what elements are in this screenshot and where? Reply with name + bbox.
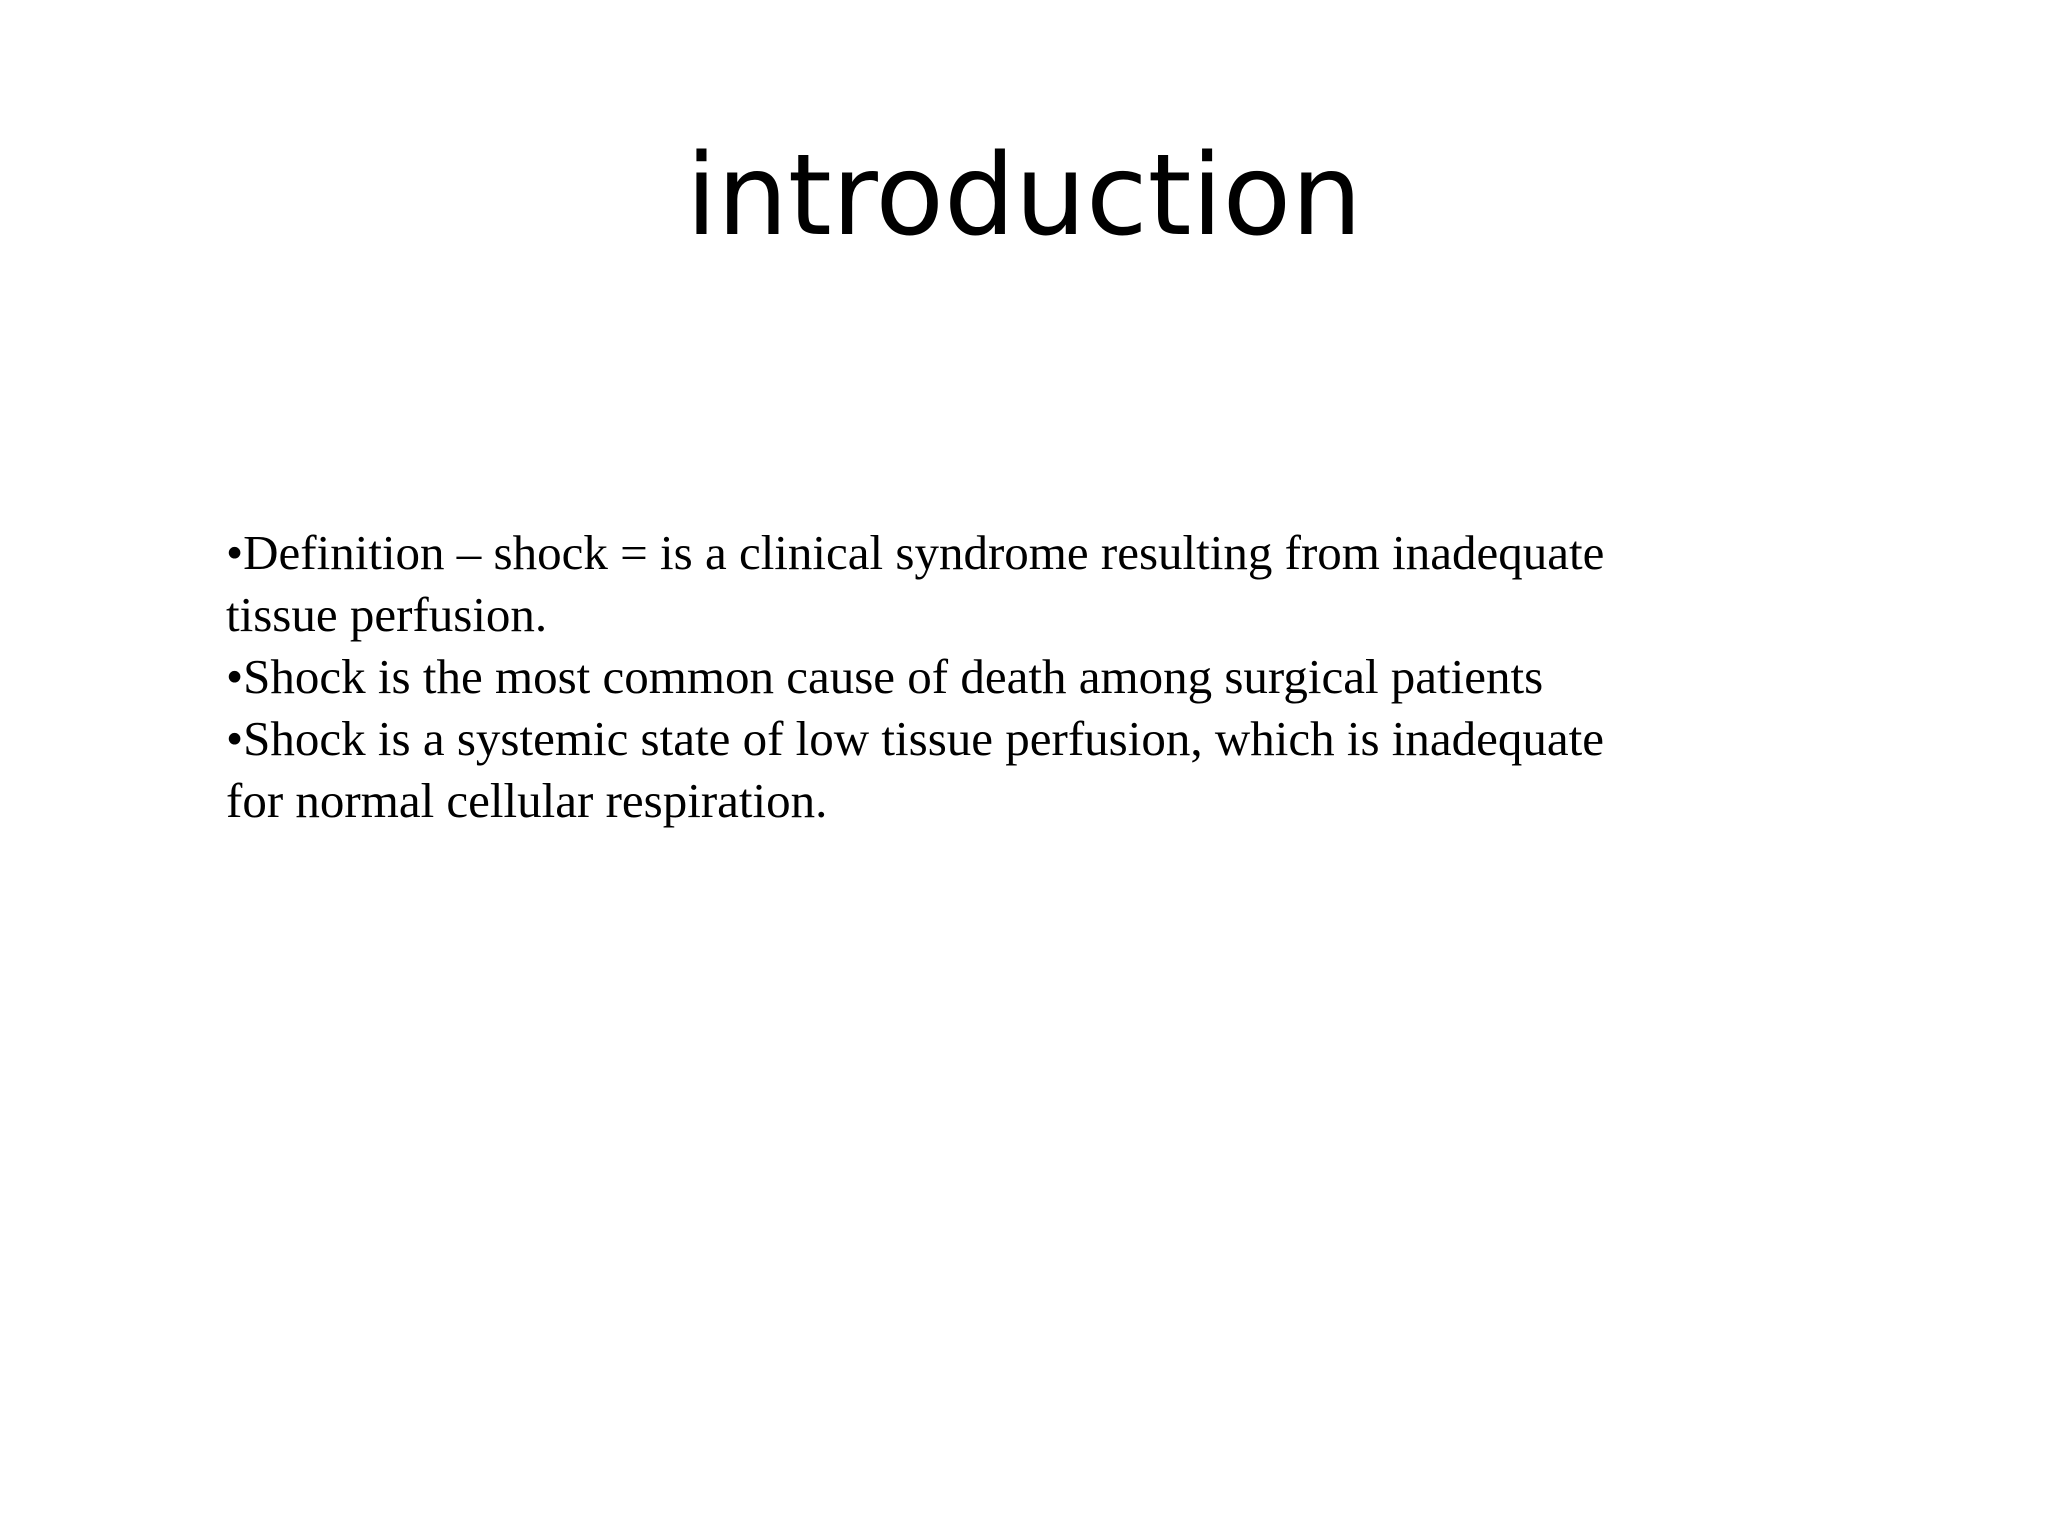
definition-line-2: tissue perfusion. (226, 587, 548, 642)
slide-title: introduction (685, 131, 1363, 261)
slide-body-text (226, 522, 1726, 832)
bullet-systemic-state-line-2: for normal cellular respiration. (226, 773, 828, 828)
bullet-common-cause: •Shock is the most common cause of death among surgical patients (226, 649, 1544, 704)
definition-line-1: •Definition – shock = is a clinical syndrome resulting from inadequate (226, 525, 1605, 580)
bullet-systemic-state-line-1: •Shock is a systemic state of low tissue perfusion, which is inadequate (226, 711, 1605, 766)
